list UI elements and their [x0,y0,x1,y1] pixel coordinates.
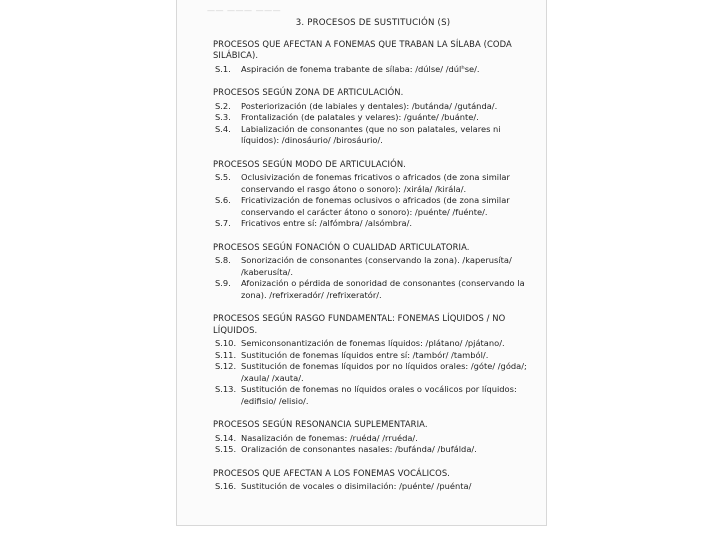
item-number: S.1. [215,63,231,74]
item-number: S.2. [215,100,231,111]
item-text: Oralización de consonantes nasales: /bufánda/ /bufálda/. [241,444,477,454]
list-item [215,433,533,445]
item-number: S.13. [215,384,237,394]
item-number: S.11. [215,349,237,360]
item-text: Sustitución de vocales o disimilación: /puénte/ /puénta/ [241,481,472,491]
section [213,313,533,407]
item-number: S.8. [215,255,231,265]
sections-container [213,39,533,493]
list-item [215,444,533,456]
list-item [215,195,533,218]
item-number: S.7. [215,218,231,228]
item-number: S.4. [215,123,231,134]
list-item [215,481,533,493]
section-heading: PROCESOS SEGÚN MODO DE ARTICULACIÓN. [213,158,406,169]
item-number: S.12. [215,361,237,371]
item-number: S.16. [215,481,237,491]
item-text: Posteriorización (de labiales y dentales): /butánda/ /gutánda/. [241,100,498,111]
item-text: Fricativización de fonemas oclusivos o africados (de zona similar conservando el carácter átono o sonoro): /puénte/ /fuénte/. [241,195,510,217]
item-text: Afonización o pérdida de sonoridad de consonantes (conservando la zona). /refrixeradór/ /refrixeratór/. [241,278,525,300]
item-text: Frontalización (de palatales y velares): /guánte/ /buánte/. [241,112,479,122]
item-text: Oclusivización de fonemas fricativos o africados (de zona similar conservando el rasgo átono o sonoro): /xirála/ /királa/. [241,172,510,194]
list-item [215,172,533,195]
page-title: 3. PROCESOS DE SUSTITUCIÓN (S) [295,18,451,28]
document-content [213,18,533,493]
item-number: S.10. [215,338,237,348]
item-text: Sustitución de fonemas líquidos por no líquidos orales: /góte/ /góda/; /xaula/ /xauta/. [241,361,527,383]
list-item [215,361,533,384]
list-item [215,112,533,124]
item-number: S.5. [215,172,231,182]
item-text: Sustitución de fonemas líquidos entre sí: /tambór/ /tamból/. [241,349,489,360]
document-page [176,0,547,526]
item-text: Semiconsonantización de fonemas líquidos: /plátano/ /pjátano/. [241,338,505,348]
list-item [215,124,533,147]
section [213,39,533,76]
section-heading: PROCESOS SEGÚN ZONA DE ARTICULACIÓN. [213,87,404,97]
item-number: S.3. [215,112,231,122]
section [213,419,533,456]
list-item [215,218,533,230]
section-heading: PROCESOS QUE AFECTAN A LOS FONEMAS VOCÁLICOS. [213,467,451,478]
list-item [215,384,533,407]
item-text: Labialización de consonantes (que no son palatales, velares ni líquidos): /dinosáurio/ /birosáurio/. [241,123,501,145]
item-text: Nasalización de fonemas: /ruéda/ /rruéda/. [241,432,418,443]
section [213,87,533,147]
item-number: S.14. [215,432,237,443]
list-item [215,338,533,350]
section [213,468,533,493]
item-number: S.9. [215,278,231,288]
list-item [215,278,533,301]
faded-header-text: —— ——— ——— [207,6,282,15]
list-item [215,350,533,362]
section-heading: PROCESOS SEGÚN FONACIÓN O CUALIDAD ARTICULATORIA. [213,241,470,252]
item-number: S.6. [215,195,231,205]
list-item [215,64,533,76]
section-heading: PROCESOS SEGÚN RESONANCIA SUPLEMENTARIA. [213,419,428,429]
section-heading: PROCESOS SEGÚN RASGO FUNDAMENTAL: FONEMAS LÍQUIDOS / NO LÍQUIDOS. [213,313,506,335]
item-text: Sonorización de consonantes (conservando la zona). /kaperusíta/ /kaberusíta/. [241,255,512,277]
section-heading: PROCESOS QUE AFECTAN A FONEMAS QUE TRABAN LA SÍLABA (CODA SILÁBICA). [213,38,512,60]
section [213,242,533,302]
item-text: Sustitución de fonemas no líquidos orales o vocálicos por líquidos: /edifisio/ /elisio/. [241,384,517,406]
list-item [215,101,533,113]
item-number: S.15. [215,444,237,454]
list-item [215,255,533,278]
section [213,159,533,230]
item-text: Aspiración de fonema trabante de sílaba: /dúlse/ /dúlʰse/. [241,63,480,74]
item-text: Fricativos entre sí: /alfómbra/ /alsómbra/. [241,218,413,228]
